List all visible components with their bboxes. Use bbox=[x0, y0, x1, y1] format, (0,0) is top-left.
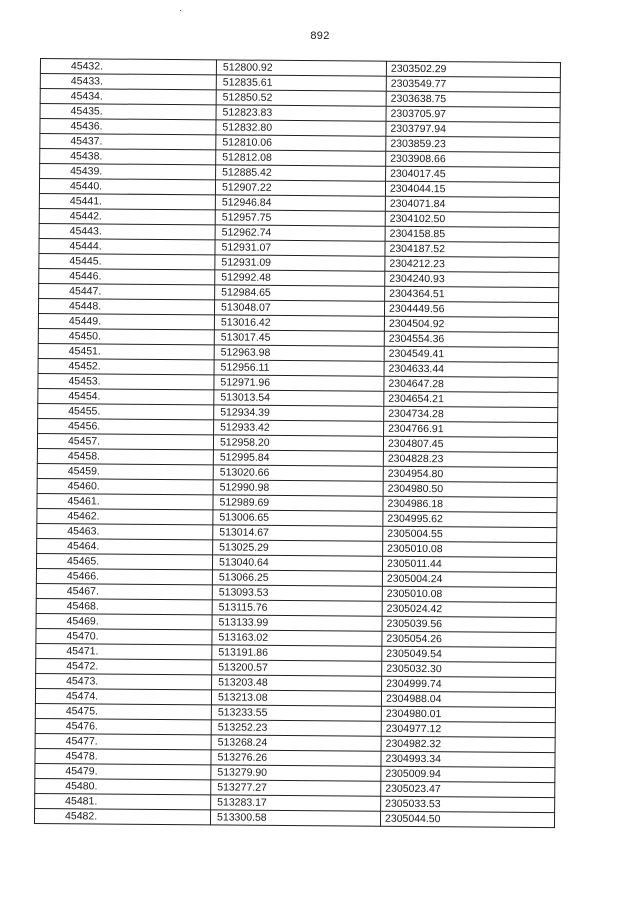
y-coordinate-cell: 2305033.53 bbox=[381, 796, 555, 812]
point-number-cell: 45464. bbox=[37, 538, 213, 554]
point-number-cell: 45441. bbox=[39, 193, 215, 209]
x-coordinate-cell: 513279.90 bbox=[211, 765, 381, 781]
point-number-cell: 45470. bbox=[36, 628, 212, 644]
x-coordinate-cell: 512823.83 bbox=[216, 105, 386, 121]
point-number-cell: 45433. bbox=[40, 74, 216, 90]
x-coordinate-cell: 512800.92 bbox=[216, 60, 386, 76]
x-coordinate-cell: 512962.74 bbox=[215, 225, 385, 241]
y-coordinate-cell: 2305044.50 bbox=[380, 811, 554, 827]
x-coordinate-cell: 513133.99 bbox=[212, 615, 382, 631]
x-coordinate-cell: 512989.69 bbox=[213, 495, 383, 511]
y-coordinate-cell: 2305049.54 bbox=[382, 646, 556, 662]
point-number-cell: 45432. bbox=[40, 59, 216, 75]
y-coordinate-cell: 2304988.04 bbox=[381, 691, 555, 707]
coordinate-table bbox=[34, 58, 561, 828]
x-coordinate-cell: 512984.65 bbox=[215, 285, 385, 301]
point-number-cell: 45439. bbox=[40, 164, 216, 180]
x-coordinate-cell: 512907.22 bbox=[215, 180, 385, 196]
scan-mark bbox=[180, 10, 181, 11]
y-coordinate-cell: 2305010.08 bbox=[382, 586, 556, 602]
y-coordinate-cell: 2303908.66 bbox=[386, 151, 560, 167]
x-coordinate-cell: 513115.76 bbox=[212, 600, 382, 616]
y-coordinate-cell: 2304449.56 bbox=[384, 301, 558, 317]
x-coordinate-cell: 513213.08 bbox=[211, 690, 381, 706]
point-number-cell: 45440. bbox=[39, 179, 215, 195]
y-coordinate-cell: 2304364.51 bbox=[385, 286, 559, 302]
point-number-cell: 45469. bbox=[36, 613, 212, 629]
point-number-cell: 45452. bbox=[38, 358, 214, 374]
point-number-cell: 45479. bbox=[35, 763, 211, 779]
point-number-cell: 45454. bbox=[38, 388, 214, 404]
x-coordinate-cell: 513283.17 bbox=[211, 795, 381, 811]
x-coordinate-cell: 513006.65 bbox=[213, 510, 383, 526]
coordinate-table-body bbox=[34, 59, 560, 828]
y-coordinate-cell: 2305054.26 bbox=[382, 631, 556, 647]
y-coordinate-cell: 2304017.45 bbox=[386, 166, 560, 182]
x-coordinate-cell: 513163.02 bbox=[212, 630, 382, 646]
x-coordinate-cell: 512931.09 bbox=[215, 255, 385, 271]
point-number-cell: 45465. bbox=[36, 553, 212, 569]
point-number-cell: 45456. bbox=[38, 418, 214, 434]
y-coordinate-cell: 2305011.44 bbox=[382, 556, 556, 572]
x-coordinate-cell: 512933.42 bbox=[214, 420, 384, 436]
x-coordinate-cell: 513093.53 bbox=[212, 585, 382, 601]
y-coordinate-cell: 2303797.94 bbox=[386, 121, 560, 137]
x-coordinate-cell: 513277.27 bbox=[211, 780, 381, 796]
x-coordinate-cell: 513233.55 bbox=[211, 705, 381, 721]
x-coordinate-cell: 512958.20 bbox=[213, 435, 383, 451]
y-coordinate-cell: 2305004.55 bbox=[383, 526, 557, 542]
x-coordinate-cell: 512957.75 bbox=[215, 210, 385, 226]
point-number-cell: 45442. bbox=[39, 208, 215, 224]
x-coordinate-cell: 513300.58 bbox=[210, 810, 380, 826]
y-coordinate-cell: 2304158.85 bbox=[385, 226, 559, 242]
point-number-cell: 45457. bbox=[37, 433, 213, 449]
y-coordinate-cell: 2304766.91 bbox=[384, 421, 558, 437]
point-number-cell: 45436. bbox=[40, 119, 216, 135]
x-coordinate-cell: 513276.26 bbox=[211, 750, 381, 766]
x-coordinate-cell: 512956.11 bbox=[214, 360, 384, 376]
point-number-cell: 45451. bbox=[38, 343, 214, 359]
y-coordinate-cell: 2304102.50 bbox=[385, 211, 559, 227]
x-coordinate-cell: 512812.08 bbox=[216, 150, 386, 166]
x-coordinate-cell: 513203.48 bbox=[212, 675, 382, 691]
y-coordinate-cell: 2304240.93 bbox=[385, 271, 559, 287]
point-number-cell: 45472. bbox=[36, 658, 212, 674]
y-coordinate-cell: 2304982.32 bbox=[381, 736, 555, 752]
y-coordinate-cell: 2304187.52 bbox=[385, 241, 559, 257]
x-coordinate-cell: 513200.57 bbox=[212, 660, 382, 676]
x-coordinate-cell: 513040.64 bbox=[212, 555, 382, 571]
x-coordinate-cell: 513191.86 bbox=[212, 645, 382, 661]
point-number-cell: 45466. bbox=[36, 568, 212, 584]
y-coordinate-cell: 2304554.36 bbox=[384, 331, 558, 347]
x-coordinate-cell: 512971.96 bbox=[214, 375, 384, 391]
y-coordinate-cell: 2304044.15 bbox=[385, 181, 559, 197]
y-coordinate-cell: 2305039.56 bbox=[382, 616, 556, 632]
point-number-cell: 45438. bbox=[40, 149, 216, 165]
y-coordinate-cell: 2303705.97 bbox=[386, 106, 560, 122]
point-number-cell: 45460. bbox=[37, 478, 213, 494]
x-coordinate-cell: 512931.07 bbox=[215, 240, 385, 256]
y-coordinate-cell: 2304212.23 bbox=[385, 256, 559, 272]
point-number-cell: 45468. bbox=[36, 598, 212, 614]
point-number-cell: 45458. bbox=[37, 448, 213, 464]
point-number-cell: 45459. bbox=[37, 463, 213, 479]
y-coordinate-cell: 2304654.21 bbox=[384, 391, 558, 407]
point-number-cell: 45437. bbox=[40, 134, 216, 150]
x-coordinate-cell: 513013.54 bbox=[214, 390, 384, 406]
point-number-cell: 45453. bbox=[38, 373, 214, 389]
point-number-cell: 45461. bbox=[37, 493, 213, 509]
table-row bbox=[34, 808, 554, 827]
x-coordinate-cell: 513017.45 bbox=[214, 330, 384, 346]
x-coordinate-cell: 513268.24 bbox=[211, 735, 381, 751]
point-number-cell: 45477. bbox=[35, 733, 211, 749]
point-number-cell: 45471. bbox=[36, 643, 212, 659]
y-coordinate-cell: 2304977.12 bbox=[381, 721, 555, 737]
point-number-cell: 45473. bbox=[36, 673, 212, 689]
point-number-cell: 45435. bbox=[40, 104, 216, 120]
y-coordinate-cell: 2305009.94 bbox=[381, 766, 555, 782]
y-coordinate-cell: 2305010.08 bbox=[383, 541, 557, 557]
point-number-cell: 45474. bbox=[35, 688, 211, 704]
y-coordinate-cell: 2303502.29 bbox=[386, 61, 560, 77]
x-coordinate-cell: 512934.39 bbox=[214, 405, 384, 421]
x-coordinate-cell: 512835.61 bbox=[216, 75, 386, 91]
y-coordinate-cell: 2304999.74 bbox=[382, 676, 556, 692]
y-coordinate-cell: 2304995.62 bbox=[383, 511, 557, 527]
x-coordinate-cell: 512995.84 bbox=[213, 450, 383, 466]
x-coordinate-cell: 513252.23 bbox=[211, 720, 381, 736]
x-coordinate-cell: 513020.66 bbox=[213, 465, 383, 481]
point-number-cell: 45481. bbox=[35, 793, 211, 809]
x-coordinate-cell: 513014.67 bbox=[213, 525, 383, 541]
point-number-cell: 45482. bbox=[34, 808, 210, 824]
point-number-cell: 45478. bbox=[35, 748, 211, 764]
x-coordinate-cell: 513048.07 bbox=[214, 300, 384, 316]
x-coordinate-cell: 512963.98 bbox=[214, 345, 384, 361]
y-coordinate-cell: 2305024.42 bbox=[382, 601, 556, 617]
x-coordinate-cell: 512850.52 bbox=[216, 90, 386, 106]
y-coordinate-cell: 2304734.28 bbox=[384, 406, 558, 422]
point-number-cell: 45476. bbox=[35, 718, 211, 734]
y-coordinate-cell: 2304828.23 bbox=[383, 451, 557, 467]
x-coordinate-cell: 512946.84 bbox=[215, 195, 385, 211]
x-coordinate-cell: 513016.42 bbox=[214, 315, 384, 331]
point-number-cell: 45475. bbox=[35, 703, 211, 719]
point-number-cell: 45462. bbox=[37, 508, 213, 524]
y-coordinate-cell: 2303549.77 bbox=[386, 76, 560, 92]
x-coordinate-cell: 512810.06 bbox=[216, 135, 386, 151]
y-coordinate-cell: 2304954.80 bbox=[383, 466, 557, 482]
y-coordinate-cell: 2304071.84 bbox=[385, 196, 559, 212]
y-coordinate-cell: 2304647.28 bbox=[384, 376, 558, 392]
x-coordinate-cell: 512992.48 bbox=[215, 270, 385, 286]
x-coordinate-cell: 513025.29 bbox=[213, 540, 383, 556]
y-coordinate-cell: 2304980.50 bbox=[383, 481, 557, 497]
point-number-cell: 45443. bbox=[39, 223, 215, 239]
x-coordinate-cell: 513066.25 bbox=[212, 570, 382, 586]
point-number-cell: 45455. bbox=[38, 403, 214, 419]
point-number-cell: 45467. bbox=[36, 583, 212, 599]
y-coordinate-cell: 2304986.18 bbox=[383, 496, 557, 512]
y-coordinate-cell: 2304980.01 bbox=[381, 706, 555, 722]
point-number-cell: 45480. bbox=[35, 778, 211, 794]
x-coordinate-cell: 512990.98 bbox=[213, 480, 383, 496]
point-number-cell: 45463. bbox=[37, 523, 213, 539]
y-coordinate-cell: 2305032.30 bbox=[382, 661, 556, 677]
point-number-cell: 45447. bbox=[39, 283, 215, 299]
coordinate-table-container bbox=[34, 58, 560, 828]
y-coordinate-cell: 2303859.23 bbox=[386, 136, 560, 152]
point-number-cell: 45446. bbox=[39, 268, 215, 284]
y-coordinate-cell: 2305004.24 bbox=[382, 571, 556, 587]
y-coordinate-cell: 2305023.47 bbox=[381, 781, 555, 797]
y-coordinate-cell: 2304633.44 bbox=[384, 361, 558, 377]
point-number-cell: 45449. bbox=[38, 313, 214, 329]
y-coordinate-cell: 2304549.41 bbox=[384, 346, 558, 362]
point-number-cell: 45450. bbox=[38, 328, 214, 344]
point-number-cell: 45445. bbox=[39, 253, 215, 269]
point-number-cell: 45444. bbox=[39, 238, 215, 254]
y-coordinate-cell: 2304807.45 bbox=[383, 436, 557, 452]
page-number: 892 bbox=[310, 30, 330, 42]
x-coordinate-cell: 512885.42 bbox=[216, 165, 386, 181]
y-coordinate-cell: 2304993.34 bbox=[381, 751, 555, 767]
point-number-cell: 45434. bbox=[40, 89, 216, 105]
point-number-cell: 45448. bbox=[38, 298, 214, 314]
y-coordinate-cell: 2303638.75 bbox=[386, 91, 560, 107]
x-coordinate-cell: 512832.80 bbox=[216, 120, 386, 136]
y-coordinate-cell: 2304504.92 bbox=[384, 316, 558, 332]
